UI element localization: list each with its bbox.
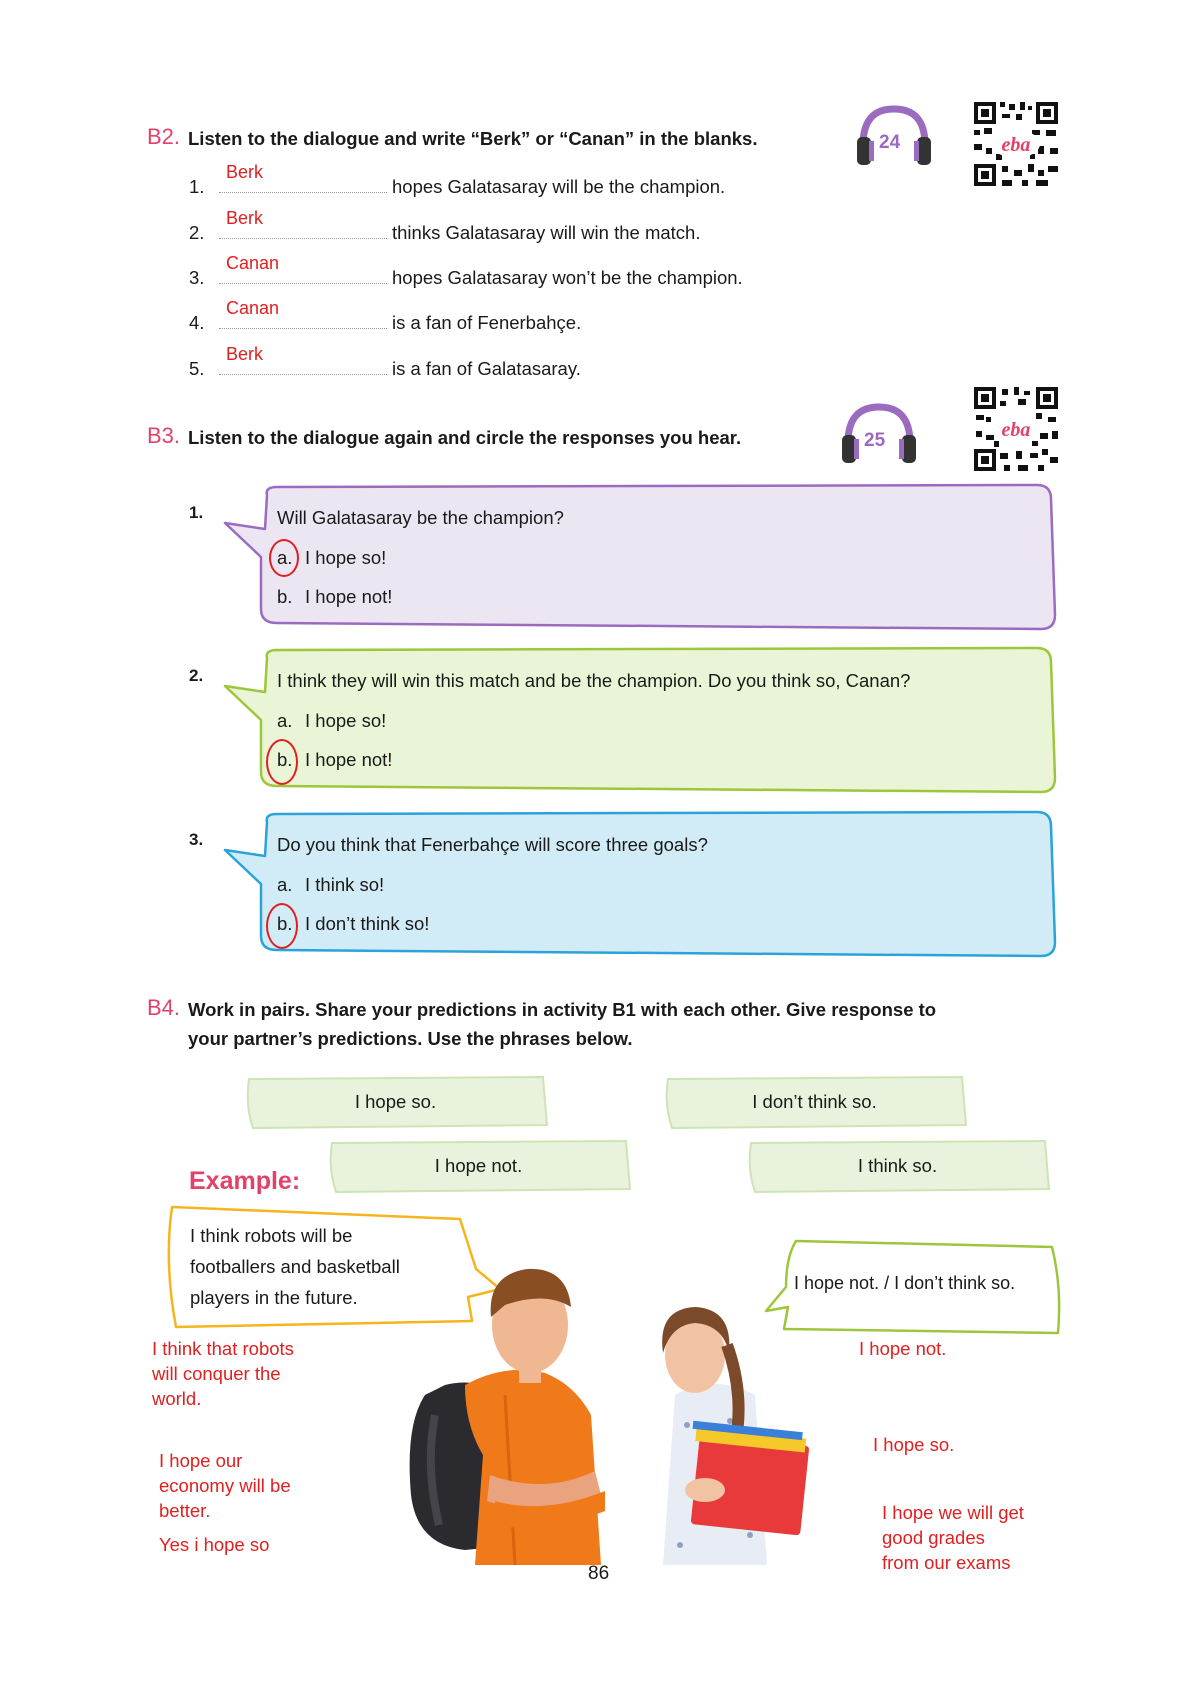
handwritten-note-left-1: I think that robots will conquer the world. — [152, 1338, 294, 1409]
page-number: 86 — [588, 1563, 610, 1584]
handwritten-note-left-3: Yes i hope so — [159, 1534, 270, 1555]
handwritten-note-right-2: I hope so. — [873, 1434, 955, 1455]
b2-instruction: Listen to the dialogue and write “Berk” or “Canan” in the blanks. — [188, 128, 758, 149]
b2-label: B2. — [147, 124, 181, 149]
b2-item-number: 2. — [189, 222, 205, 243]
b4-instruction-line2: your partner’s predictions. Use the phrases below. — [188, 1028, 633, 1049]
b2-item-text: is a fan of Fenerbahçe. — [392, 312, 582, 333]
section-b2 — [0, 0, 1182, 380]
phrase-i-dont-think-so: I don’t think so. — [662, 1075, 967, 1130]
question-text: I think they will win this match and be the champion. Do you think so, Canan? — [277, 670, 911, 691]
b2-item-text: thinks Galatasaray will win the match. — [392, 222, 701, 243]
handwritten-note-left-2: I hope our economy will be better. — [159, 1450, 291, 1521]
handwritten-answer: Canan — [226, 298, 280, 318]
option-b[interactable]: b. I hope not! — [277, 749, 393, 770]
track-number: 25 — [864, 430, 886, 451]
answer-circle — [269, 539, 299, 577]
b2-item-text: hopes Galatasaray will be the champion. — [392, 176, 726, 197]
handwritten-answer: Berk — [226, 162, 264, 182]
phrase-i-hope-not: I hope not. — [326, 1139, 631, 1194]
handwritten-note-right-1: I hope not. — [859, 1338, 947, 1359]
example-label: Example: — [189, 1167, 301, 1195]
b2-item-text: hopes Galatasaray won’t be the champion. — [392, 267, 743, 288]
option-a[interactable]: a. I hope so! — [277, 710, 387, 731]
b2-item-number: 5. — [189, 358, 205, 379]
headphone-icon[interactable] — [855, 105, 933, 171]
qr-code-icon[interactable] — [972, 100, 1060, 188]
example-left-line1: I think robots will be — [190, 1225, 353, 1246]
speech-bubble — [225, 648, 1055, 796]
handwritten-answer: Canan — [226, 253, 280, 273]
option-b[interactable]: b. I hope not! — [277, 586, 393, 607]
handwritten-note-right-3: I hope we will get good grades from our exams — [882, 1502, 1024, 1573]
b3-instruction: Listen to the dialogue again and circle the responses you hear. — [188, 427, 742, 448]
example-left-line3: players in the future. — [190, 1287, 358, 1308]
handwritten-answer: Berk — [226, 344, 264, 364]
svg-text:eba: eba — [1001, 134, 1031, 156]
answer-circle — [266, 903, 298, 949]
question-text: Do you think that Fenerbahçe will score three goals? — [277, 834, 708, 855]
b3-item-number: 2. — [189, 666, 204, 685]
b4-instruction-line1: Work in pairs. Share your predictions in activity B1 with each other. Give response to — [188, 999, 937, 1020]
b3-item-number: 1. — [189, 503, 204, 522]
example-right-text: I hope not. / I don’t think so. — [794, 1273, 1016, 1293]
question-text: Will Galatasaray be the champion? — [277, 507, 564, 528]
qr-code-icon[interactable] — [972, 385, 1060, 473]
option-a[interactable]: a. I hope so! — [277, 547, 387, 568]
example-left-line2: footballers and basketball — [190, 1256, 400, 1277]
svg-text:eba: eba — [1001, 419, 1031, 441]
answer-circle — [266, 739, 298, 785]
b2-item-number: 1. — [189, 176, 205, 197]
speech-bubble — [225, 812, 1055, 960]
handwritten-answer: Berk — [226, 208, 264, 228]
b4-label: B4. — [147, 995, 181, 1020]
b2-item-number: 4. — [189, 312, 205, 333]
b3-item-number: 3. — [189, 830, 204, 849]
speech-bubble — [225, 485, 1055, 633]
track-number: 24 — [879, 132, 901, 153]
b3-label: B3. — [147, 423, 181, 448]
option-b[interactable]: b. I don’t think so! — [277, 913, 430, 934]
phrase-i-hope-so: I hope so. — [243, 1075, 548, 1130]
phrase-i-think-so: I think so. — [745, 1139, 1050, 1194]
students-photo — [395, 1245, 865, 1565]
b2-item-text: is a fan of Galatasaray. — [392, 358, 581, 379]
headphone-icon[interactable] — [840, 403, 918, 469]
option-a[interactable]: a. I think so! — [277, 874, 385, 895]
b2-item-number: 3. — [189, 267, 205, 288]
